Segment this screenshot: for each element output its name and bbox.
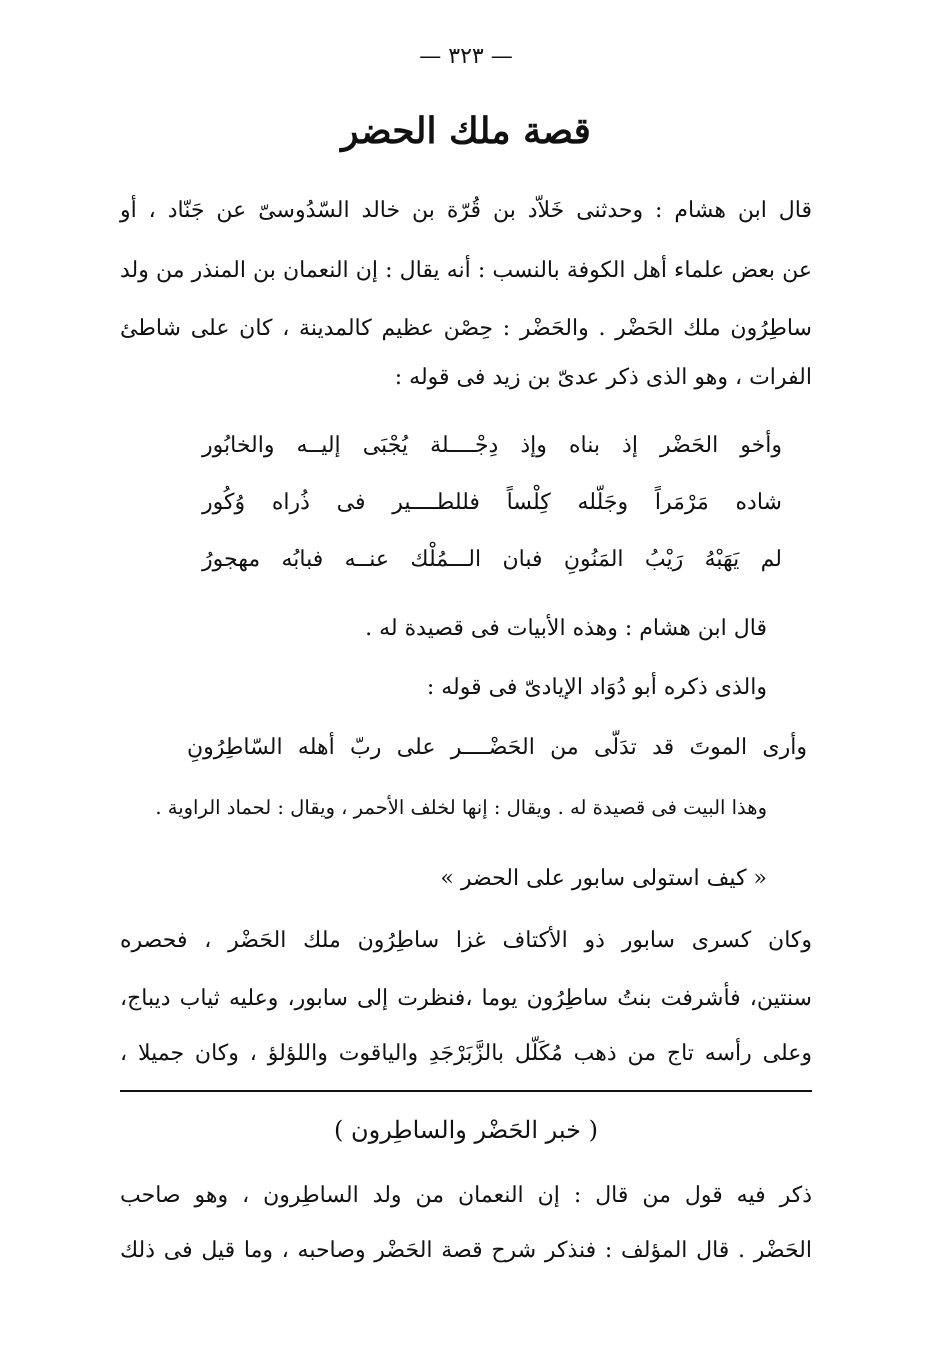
paragraph-line: قال ابن هشام : وحدثنى خَلاّد بن قُرّة بن خالد السّدُوسىّ عن جَنّاد ، أو xyxy=(120,198,812,223)
paragraph-line: وعلى رأسه تاج من ذهب مُكَلّل بالزَّبَرْجَدِ والياقوت واللؤلؤ ، وكان جميلا ، xyxy=(120,1041,812,1066)
chapter-title: قصة ملك الحضر xyxy=(341,110,591,152)
footnote-heading: ( خبر الحَضْر والساطِرون ) xyxy=(334,1116,598,1144)
paragraph-line: عن بعض علماء أهل الكوفة بالنسب : أنه يقال : إن النعمان بن المنذر من ولد xyxy=(120,258,812,283)
section-subheading: « كيف استولى سابور على الحضر » xyxy=(440,866,767,891)
page-number: — ٣٢٣ — xyxy=(419,44,513,69)
paragraph-line: ساطِرُون ملك الحَضْر . والحَضْر : حِصْن عظيم كالمدينة ، كان على شاطئ xyxy=(120,316,812,341)
poem-verse: وأرى الموتَ قد تدَلّى من الحَضْــــر على ربّ أهله السّاطِرُونِ xyxy=(187,735,807,760)
footnote-line: الحَضْر . قال المؤلف : فنذكر شرح قصة الحَضْر وصاحبه ، وما قيل فى ذلك xyxy=(120,1238,812,1263)
paragraph-line: وكان كسرى سابور ذو الأكتاف غزا ساطِرُون ملك الحَضْر ، فحصره xyxy=(120,928,812,953)
poem-verse: شاده مَرْمَراً وجَلّله كِلْساً فللطــــير فى ذُراه وُكُور xyxy=(202,490,782,515)
note-line: والذى ذكره أبو دُوَاد الإيادىّ فى قوله : xyxy=(426,675,767,700)
footnote-divider xyxy=(120,1090,812,1092)
poem-verse: لم يَهَبْهُ رَيْبُ المَنُونِ فبان الـــمُلْك عنــه فبابُه مهجورُ xyxy=(202,547,782,572)
footnote-line: ذكر فيه قول من قال : إن النعمان من ولد الساطِرون ، وهو صاحب xyxy=(120,1183,812,1208)
note-line: قال ابن هشام : وهذه الأبيات فى قصيدة له . xyxy=(365,616,767,641)
poem-verse: وأخو الحَضْر إذ بناه وإذ دِجْــــلة يُجْبَى إليــه والخابُور xyxy=(202,433,782,458)
note-line: وهذا البيت فى قصيدة له . ويقال : إنها لخلف الأحمر ، ويقال : لحماد الراوية . xyxy=(155,796,767,819)
paragraph-line: الفرات ، وهو الذى ذكر عدىّ بن زيد فى قوله : xyxy=(394,365,812,390)
paragraph-line: سنتين، فأشرفت بنتُ ساطِرُون يوما ،فنظرت إلى سابور، وعليه ثياب ديباج، xyxy=(120,986,812,1011)
